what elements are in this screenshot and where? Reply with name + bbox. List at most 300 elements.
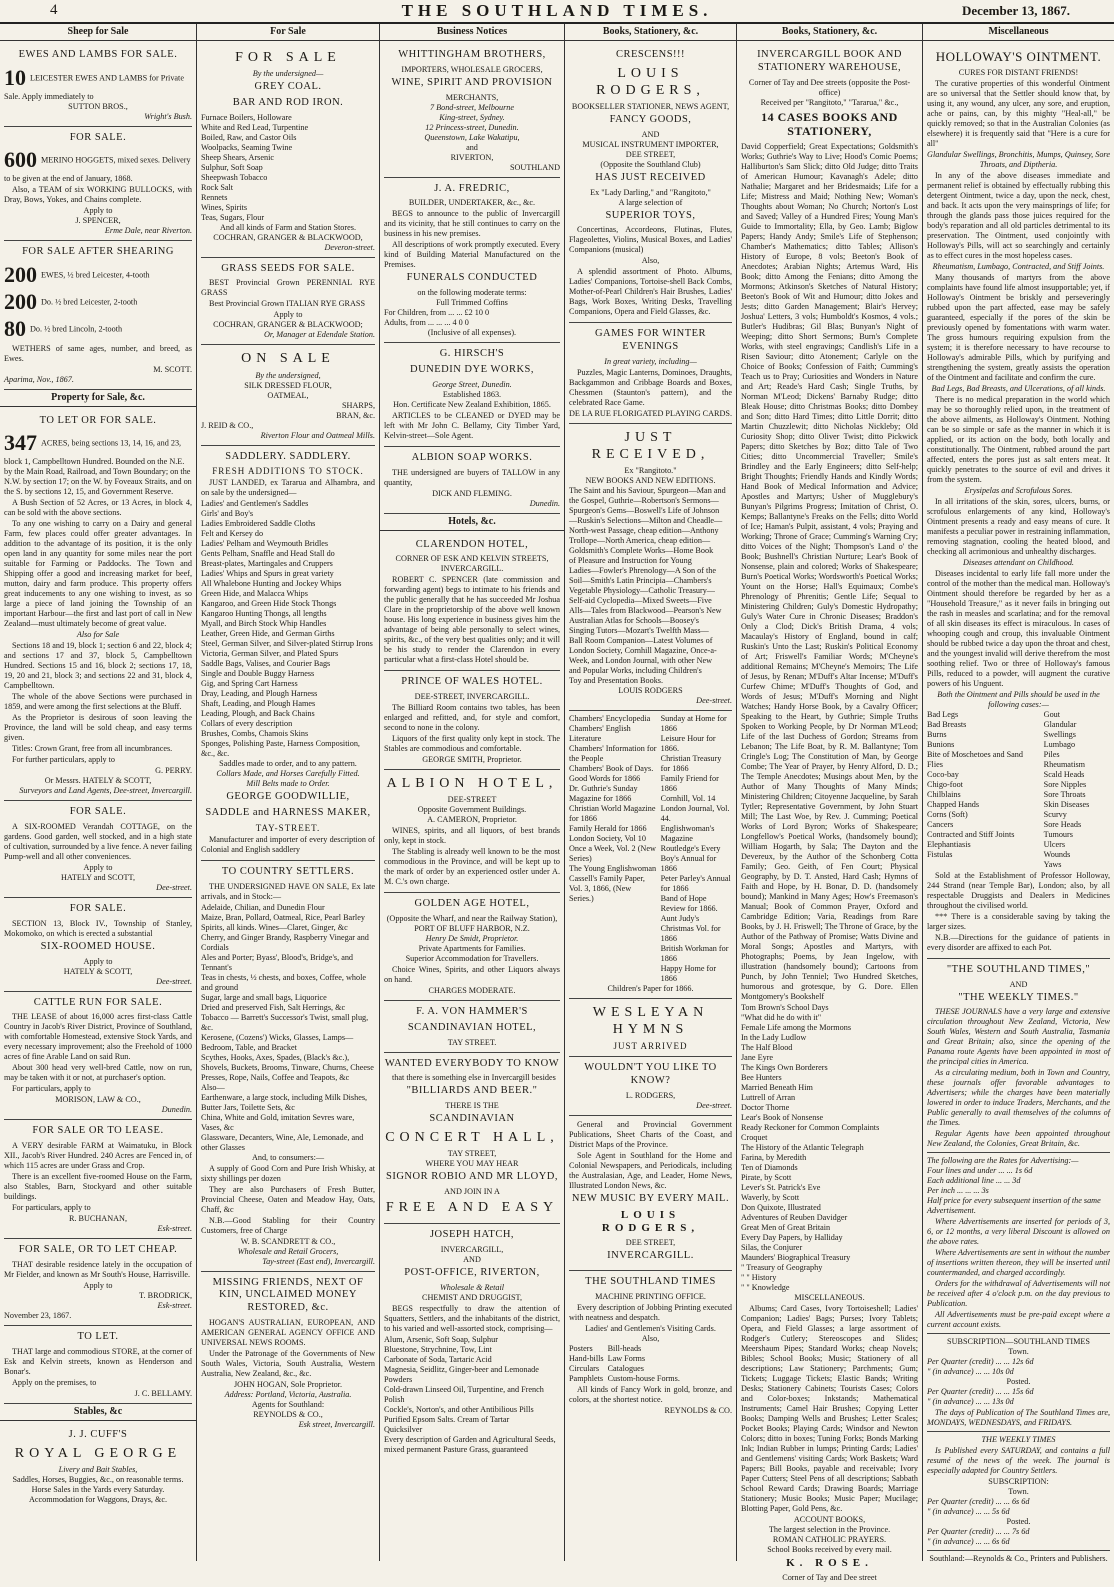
ad-subtitle: Corner of Tay and Dee streets (opposite the Post-office) [748,77,911,97]
ad-number: 80 [4,315,26,341]
ad-title: ALBION SOAP WORKS. [411,451,533,463]
list-item: Cancers [927,819,954,829]
ad-place: Esk street, Invercargill. [298,1420,375,1430]
ad-line: Horse Sales in the Yards every Saturday. [31,1484,165,1494]
ad-title: MISSING FRIENDS, NEXT OF KIN, UNCLAIMED MONEY RESTORED, &c. [212,1276,364,1314]
ad-body: Under the Patronage of the Governments of New South Wales, Victoria, South Australia, Western Australia, New Zealand, &c., &c. [201,1349,375,1379]
list-item: British Workman for 1866 [660,944,729,964]
ad-title: G. HIRSCH'S [439,348,505,360]
list-item: Glassware, Decanters, Wine, Ale, Lemonade, and other Glasses [201,1132,364,1152]
ad-albion-soap [384,447,560,514]
ad-sale-or-let-cheap [4,1239,192,1326]
list-item: London Society, Cornhill Magazine, Once-a- [569,646,717,656]
ad-line: 7 Bond-street, Melbourne [429,102,515,112]
ad-title: GAMES FOR WINTER EVENINGS [594,328,707,353]
ad-line: And all kinds of Farm and Station Stores. [220,222,356,232]
ad-line: Hon. Certificate New Zealand Exhibition, 1865. [393,399,551,409]
ad-body: Albums; Card Cases, Ivory Tortoiseshell; Ladies' Companion; Ladies' Bags; Purses; Ivory Tablets; Opera, and Field Glasses; a large assortment of Rodger's Cutlery; Stereoscopes and Slides; Meershaum Pipes; Standard Works; cheap Novels; Bibles; School Books; Music; Stationery of all descriptions; Law Stationery; Parchments; Gum; Tickets; Luggage Tickets; Elastic Bands; Writing Desks; Stationery Cabinets; Tourists Cases; Colors and Color-boxes; Inkstands; Mathematical Instruments; Camel Hair Brushes; Copying Letter Books; Damping Wells and Brushes; Letter Scales; Pocket Books; Playing Cards; Windsor and Newton Colors; ditto in boxes; Tuning Forks; Bonds Marking Ink; Indian Rubber in lumps; Printing Cards; Ladies' and Gentlemens' visiting Cards; Work Baskets; Ward Papers; Bill Books, payable and receivable; Ivory Paper Cutters; Steel Pens of all descriptions; Sabbath School Reward Cards; Drawing Boards; Marriage Stationery; Music Books; Music Paper; Mucilage; Blotting Paper, Gold Pens, &c. [741,1303,918,1513]
ad-body: There is an excellent five-roomed House on the Farm, also Stables, Barn, Stockyard and other suitable buildings. [4,1172,192,1202]
ad-line: King-street, Sydney. [439,112,505,122]
ad-body: A SIX-ROOMED Verandah COTTAGE, on the gardens. Good garden, well stocked, and in a high state of cultivation, surrounded by a live fence. A never failing Pump-well and all other conveniences. [4,821,192,861]
price-row: Adults, from ... ... ... 4 0 0 [384,318,469,328]
list-item: Also— [201,1082,225,1092]
list-item: The Half Blood [741,1042,793,1052]
ad-line: IMPORTERS, WHOLESALE GROCERS, [401,64,543,74]
list-item: Goldsmith's Complete Works—Home Book [569,546,714,556]
ad-line: AND [463,1254,481,1264]
ad-line: SIGNOR ROBIO AND MR LLOYD, [386,1171,558,1183]
list-item: Routledge's Every Boy's Annual for 1866 [660,844,721,874]
ad-place: Wright's Bush. [144,111,192,121]
ad-signature: HATELY and SCOTT, [61,872,135,882]
list-item: Great Men of Great Britain [741,1222,831,1232]
section-heading: Stables, &c [0,1404,196,1421]
ad-signature: J. REID & CO., [201,420,254,430]
list-item: Spurgeon's Gems—Boswell's Life of Johnson [569,506,720,516]
ad-line: (Inclusive of all expenses). [427,328,517,338]
ad-subheading: MISCELLANEOUS. [794,1292,865,1302]
ad-line: BOOKSELLER STATIONER, NEWS AGENT, [571,101,730,111]
ad-line: Posted. [1006,1377,1031,1387]
ad-line: AND JOIN IN A [444,1186,500,1196]
ad-body: Sole Agent in Southland for the Home and Colonial Newspapers, and Periodicals, including the Australasian, Age, and Leader, Home News, Illustrated London News, &c. [569,1150,732,1190]
ad-place: Dunedin. [161,1105,192,1115]
ad-title: WESLEYAN HYMNS [592,1005,709,1038]
ad-royal-george [4,1424,192,1509]
price-row: Per Quarter (credit) ... ... 15s 6d [927,1387,1034,1397]
list-item: Furnace Boilers, Holloware [201,112,292,122]
ad-line: OATMEAL, [267,390,309,400]
list-item: Cherry, and Ginger Brandy, Raspberry Vinegar and Cordials [201,932,369,952]
list-item: London Journal, Vol. 44. [660,804,730,824]
ad-six-roomed-cottage [4,801,192,898]
ad-subtitle: MACHINE PRINTING OFFICE. [595,1292,706,1302]
ad-line: HAS JUST RECEIVED [595,171,706,183]
ad-number: 200 [4,262,37,288]
list-item: Australian Atlas for Schools—Boosey's [569,616,699,626]
ad-body: For particulars, apply to [12,1203,91,1213]
list-item: Yaws [1043,859,1062,869]
list-item: Maunders' Biographical Treasury [741,1252,851,1262]
ad-line: WHERE YOU MAY HEAR [425,1159,519,1169]
list-item: Female Life among the Mormons [741,1022,852,1032]
ad-body: ACRES, being sections 13, 14, 16, and 23, block 1, Campbelltown Hundred. Bounded on the N.E. by the Main Road, Railroad, and Town Boundary; on the N.W. by section 17; on the W. by Foveaux Straits, and on the S. by sections 12, 15, and Government Reserve. [4,438,192,497]
ad-emphasis: "BILLIARDS AND BEER." [406,1085,538,1097]
list-item: Bad Breasts [927,719,967,729]
ad-title: J. A. FREDRIC, [434,182,510,194]
price-row: Four lines and under ... ... 1s 6d [927,1166,1033,1176]
ad-body: Apply on the premises, to [12,1377,97,1387]
column-books-stationery-2 [737,24,923,1583]
ad-joseph-hatch [384,1224,560,1459]
list-item: Collars of every description [201,719,293,729]
ad-apply: Apply to [83,862,113,872]
ad-line: Also, [641,256,660,266]
item-list [741,1003,918,1293]
ad-line: SHARPS, [342,400,375,410]
list-item: Ball Room Companion—Latest Volumes of [569,636,713,646]
list-item: Scythes, Hooks, Axes, Spades, (Black's &c.), Shovels, Buckets, Brooms, Tinware, Churns, Cheese Presses, Rope, Nails, Coffee and Teapots, &c [201,1052,374,1082]
list-item: Dray, Leading, and Plough Harness [201,689,318,699]
ad-line: AND [641,129,660,139]
ad-on-sale-flour [201,345,375,445]
price-row: Per Quarter (credit) ... ... 12s 6d [927,1357,1034,1367]
item-list [384,1335,560,1455]
issue-date: December 13, 1867. [961,3,1070,18]
list-item: Hand-bills [569,1354,604,1364]
ad-place: Erme Dale, near Riverton. [104,226,192,236]
ad-place: Corner of Tay and Dee street [782,1573,877,1583]
ad-signature: SUTTON BROS., [68,101,128,111]
list-item: Burns [927,729,947,739]
ad-title: ON SALE [241,351,335,367]
ad-prince-of-wales [384,671,560,770]
ad-line: RIVERTON, [450,152,494,162]
list-item: Girls' and Boy's [201,509,254,519]
list-item: Carbonate of Soda, Tartaric Acid [384,1354,492,1364]
list-item: Christian World Magazine for 1866 [569,804,656,824]
ad-line: Superior Accommodation for Travellers. [405,954,539,964]
ad-subtitle: DEE-STREET [447,795,497,805]
ad-title: J. J. CUFF'S [68,1428,128,1440]
ad-subtitle: Ex "Rangitoto." [624,466,677,476]
list-item: Law Forms [607,1354,646,1364]
list-item: " " History [741,1272,777,1282]
ad-line: CONCERT HALL, [385,1130,559,1146]
ad-line: NEW MUSIC BY EVERY MAIL. [571,1192,730,1204]
ad-line: FANCY GOODS, [609,113,692,125]
price-row: " (in advance) ... ... 10s 0d [927,1367,1014,1377]
list-item: Custom-house Forms. [607,1374,680,1384]
ad-place: Or, Manager at Edendale Station. [264,330,375,340]
list-item: Silas, the Conjurer [741,1242,803,1252]
ad-body: Every description of Jobbing Printing executed with neatness and despatch. [569,1303,732,1323]
ad-line: Also, [641,1334,660,1344]
ad-body: BEGS to announce to the public of Invercargill and its vicinity, that he still continues to carry on the business in his new premises. [384,209,560,239]
ad-missing-friends [201,1272,375,1434]
ad-title: THE SOUTHLAND TIMES [585,1276,716,1288]
ad-government-publications [569,1116,732,1271]
ad-saddlery [201,446,375,861]
ad-title: CLARENDON HOTEL, [415,538,529,550]
ad-body: A VERY desirable FARM at Waimatuku, in Block XII., Jacob's River Hundred. 240 Acres are Fenced in, of which 115 acres are under Grass and Crop. [4,1141,192,1171]
list-item: Spirits, all kinds. Wines—Claret, Ginger, &c [201,922,348,932]
ad-emphasis: 14 CASES BOOKS AND STATIONERY, [761,109,898,139]
ad-body: About 300 head very well-bred Cattle, now on run, may be taken with it or not, at purchaser's option. [4,1063,192,1083]
ad-subheading: Both the Ointment and Pills should be used in the following cases:— [937,689,1100,709]
list-item: Saddle Bags, Valises, and Courier Bags [201,659,331,669]
list-item: Week, and London Journal, with other New [569,656,713,666]
list-item: Woolpacks, Seaming Twine [201,142,293,152]
list-item: Sore Nipples [1043,779,1087,789]
ad-signature: LOUIS RODGERS [618,686,683,696]
ad-body: Puzzles, Magic Lanterns, Dominoes, Draughts, Backgammon and Cribbage Boards and Boxes, Chessmen (Staunton's pattern), and the celebrated Race Game. [569,367,732,407]
list-item: Ladies Embroidered Saddle Cloths [201,519,316,529]
ad-date: Aparima, Nov., 1867. [4,374,74,384]
item-list [201,499,375,759]
ad-subheading: The following are the Rates for Advertising:— [927,1156,1079,1166]
ad-title: FOR SALE. [69,131,127,143]
ad-line: Address: Portland, Victoria, Australia. [224,1390,352,1400]
list-item: Cockle's, Norton's, and other Antibilious Pills [384,1404,534,1414]
ad-signature: REYNOLDS & CO., [253,1410,323,1420]
ad-line: Livery and Bait Stables, [58,1464,138,1474]
ad-body: There is no medical preparation in the world which may be so thoroughly relied upon, in the treatment of the above ailments, as Holloway's Ointment. Nothing can be so simple or safe as the manner in which it is applied, or its action on the body, both locally and constitutionally. The Ointment, rubbed around the part affected, enters the pores just as salt enters meat. It quickly penetrates to the source of evil and drives it from the system. [927,394,1110,484]
list-item: Bite of Moschetoes and Sand Flies [927,749,1023,769]
ad-line: Saddles made to order, and to any pattern. [219,759,357,769]
ad-body: Is Published every SATURDAY, and contains a full resumé of the news of the week. The journal is especially adapted for Country Settlers. [927,1446,1110,1476]
list-item: Ladies' and Gentlemen's Saddles [201,499,309,509]
list-item: Rheumatism [1043,759,1086,769]
list-item: Cassell's Family Paper, Vol. 3, 1866, (New Series.) [569,874,645,904]
list-item: London Society, Vol 10 [569,834,646,844]
ad-line: Wholesale & Retail [439,1282,505,1292]
list-item: of Pleasure and Instruction for Young [569,556,692,566]
ad-subtitle: In great variety, including— [604,356,697,366]
ad-title: FOR SALE AFTER SHEARING [22,246,174,258]
list-item: Ladies' Whips and Spurs in great variety [201,569,334,579]
ad-line: INVERCARGILL, [440,1244,504,1254]
list-item: Ulcers [1043,839,1066,849]
list-item: Gout [1043,709,1061,719]
ad-number: 10 [4,64,26,90]
ad-body: Where Advertisements are inserted for periods of 3, 6, or 12 months, a very liberal Discount is allowed on the above rates. [927,1217,1110,1247]
list-item: Kangaroo Hunting Thongs, all lengths [201,609,327,619]
ad-subtitle: By the undersigned, [255,370,321,380]
ad-body: Titles: Crown Grant, free from all incumbrances. [12,744,173,754]
ad-line: EWES, ½ bred Leicester, 4-tooth [41,270,150,280]
ad-line: DE LA RUE FLORIGATED PLAYING CARDS. [569,408,732,418]
ad-title: FOR SALE [235,50,341,65]
ad-signature: G. PERRY. [155,766,192,776]
newspaper-title: THE SOUTHLAND TIMES. [401,1,713,20]
list-item: Aunt Judy's Christmas Vol. for 1866 [660,914,721,944]
ad-body: THE undersigned are buyers of TALLOW in any quantity, [384,467,560,487]
list-item: Toy and Presentation Books. [569,676,664,686]
ad-title: HOLLOWAY'S OINTMENT. [935,49,1102,64]
ad-body: THESE JOURNALS have a very large and extensive circulation throughout New Zealand, Victoria, New South Wales, Western and South Australia, Tasmania and Great Britain; also, since the opening of the Panama route Agents have been appointed in most of the principal cities in America. [927,1007,1110,1067]
ad-whittingham [384,44,560,178]
ad-line: Henry De Smidt, Proprietor. [425,934,519,944]
list-item: Rennets [201,192,228,202]
list-item: Lear's Book of Nonsense [741,1112,824,1122]
ad-ewes-lambs [4,44,192,127]
ad-body: Many thousands of martyrs from the above complaints have found life almost insupportable; yet, if Holloway's Ointment be briskly and perseveringly rubbed upon the part affected, ease may be safely guaranteed, especially if the pores of the skin be previously opened by fomentations with warm water. The gross humours requiring expulsion from the system; it is therefore necessary to have recourse to Holloway's admirable Pills, which by purifying and strengthening the system, greatly assists the operation of the Ointment and facilitate and confirm the cure. [927,272,1110,382]
list-item: Victoria, German Silver, and Plated Spurs [201,649,339,659]
ad-subheading: Diseases attendant on Childhood. [963,557,1074,567]
ad-line: NEW BOOKS AND NEW EDITIONS. [585,476,716,486]
list-item: Felt and Kersey do [201,529,264,539]
ad-line: on the following moderate terms: [417,288,527,298]
list-item: Luttrell of Arran [741,1092,796,1102]
list-item: White and Red Lead, Turpentine [201,122,309,132]
list-item: Elephantiasis [927,839,971,849]
ad-title: JUST RECEIVED, [591,429,710,463]
ad-book-warehouse [741,44,918,1587]
ad-golden-age-hotel [384,893,560,1001]
ad-line: Do. ½ bred Lincoln, 2-tooth [30,324,123,333]
ad-place: Dee-street. [156,976,192,986]
ad-signature: L. RODGERS, [625,1090,676,1100]
ad-line: POST-OFFICE, RIVERTON, [404,1266,540,1278]
list-item: Ten of Diamonds [741,1162,798,1172]
ad-line: Children's Paper for 1866. [607,984,694,994]
ad-body: All Advertisements must be pre-paid except where a current account exists. [927,1310,1110,1330]
ad-signature: J. C. BELLAMY. [134,1388,192,1398]
section-heading: Property for Sale, &c. [0,390,196,407]
ad-title: WANTED EVERYBODY TO KNOW [384,1057,560,1069]
ad-subtitle: DEE-STREET, INVERCARGILL. [414,692,530,702]
list-item: Alls—Tales from Blackwood—Pearson's New [569,606,722,616]
list-item: Jane Eyre [741,1052,774,1062]
list-item: Kangaroo, and Green Hide Stock Thongs [201,599,337,609]
column-for-sale [197,24,380,1561]
list-item: Fistulas [927,849,953,859]
ad-line: Ex "Lady Darling," and "Rangitoto," [590,187,711,197]
list-item: Good Words for 1866 [569,774,641,784]
ad-place: Dee-street. [696,1100,732,1110]
list-item: Sponges, Polishing Paste, Harness Composition, &c., &c. [201,739,360,759]
column-heading: Books, Stationery, &c. [565,24,736,41]
ad-to-let-or-sale [4,410,192,802]
list-item: " Treasury of Geography [741,1262,823,1272]
column-miscellaneous [923,24,1114,1564]
ad-country-settlers [201,861,375,1272]
list-item: Dr. Guthrie's Sunday Magazine for 1866 [569,784,638,804]
ad-signature: J. SPENCER, [75,216,121,226]
ad-body: Best Provincial Grown ITALIAN RYE GRASS [209,299,366,309]
ad-title: CRESCENS!!! [615,49,686,60]
ad-emphasis: LOUIS RODGERS, [596,65,705,98]
ad-title: FOR SALE. [69,902,127,914]
ad-body: For particulars, apply to [12,1084,91,1094]
ad-subheading: Bad Legs, Bad Breasts, and Ulcerations, of all kinds. [931,383,1106,393]
list-item: Shaft, Leading, and Plough Hames [201,699,316,709]
list-item: Coco-bay [927,769,959,779]
list-item: Sunday at Home for 1866 [660,714,727,734]
ad-body: In all irritations of the skin, sores, ulcers, burns, or scrofulous enlargements of any kind, Holloway's Ointment presents a ready and easy means of cure. It manifests a peculiar power in restraining inflammation, removing stagnation, cooling the heated blood, and checking all acrimonious and unhealthy discharges. [927,496,1110,556]
ad-subtitle: JUST ARRIVED [613,1041,688,1052]
ad-body: N.B.—Directions for the guidance of patients in every disorder are affixed to each Pot. [927,932,1110,952]
price-row: " (in advance) ... ... 5s 6d [927,1507,1010,1517]
list-item: Waverly, by Scott [741,1192,800,1202]
list-item: Family Friend for 1866 [660,774,719,794]
price-row: " (in advance) ... ... 13s 0d [927,1397,1014,1407]
list-item: Catalogues [607,1364,644,1374]
price-row: For Children, from ... ... £2 10 0 [384,308,490,318]
ad-place: Dunedin. [529,498,560,508]
ad-signature: COCHRAN, GRANGER & BLACKWOOD, [213,232,363,242]
ad-body: LEICESTER EWES AND LAMBS for Private Sale. Apply immediately to [4,73,184,101]
ad-place: Riverton Flour and Oatmeal Mills. [260,430,375,440]
item-list [1044,710,1110,870]
ad-printing-office [569,1271,732,1420]
ad-line: WINE, SPIRIT AND PROVISION [391,76,553,88]
ad-line: THERE IS THE [445,1101,499,1111]
ad-body: HOGAN'S AUSTRALIAN, EUROPEAN, AND AMERICAN GENERAL AGENCY OFFICE AND UNIVERSAL NEWS ROOMS. [201,1318,375,1348]
ad-body: THE LEASE of about 16,000 acres first-class Cattle Country in Jacob's River District, Province of Southland, with comfortable Homestead, extensive Stock Yards, and every necessary improvement; also the Freehold of 1000 acres of fine Arable Land on said Run. [4,1012,192,1062]
ad-line: SUPERIOR TOYS, [605,209,696,221]
ad-body: SECTION 13, Block IV., Township of Stanley, Mokomoko, on which is erected a substantial [4,918,192,938]
ad-line: School Books received by every mail. [767,1544,892,1554]
ad-title: TO LET OR FOR SALE. [39,414,157,426]
ad-clarendon-hotel [384,534,560,672]
ad-body: The Stabling is already well known to be the most commodious in the Province, and will be kept up to the mark of order by an experienced ostler under A. M. C.'s own charge. [384,847,560,887]
ad-wouldnt-you-like [569,1057,732,1116]
item-list [608,1344,680,1384]
list-item: China, White and Gold, imitation Sevres ware, Vases, &c [201,1112,355,1132]
column-books-stationery [565,24,737,1561]
list-item: Farina, by Meredith [741,1152,807,1162]
ad-signature: R. BUCHANAN, [68,1214,127,1224]
list-item: Dried and preserved Fish, Salt Herrings, &c [201,1002,346,1012]
list-item: Tumours [1043,829,1073,839]
ad-line: Posted. [1006,1517,1031,1527]
price-row: " (in advance) ... ... 6s 6d [927,1537,1010,1547]
ad-place: Surveyors and Land Agents, Dee-street, Invercargill. [19,786,192,796]
ad-line: DEE STREET, [625,149,676,159]
ad-body: N.B.—Good Stabling for their Country Customers, free of Charge [201,1215,375,1235]
list-item: In the Lady Ludlow [741,1032,807,1042]
ad-body: A supply of Good Corn and Pure Irish Whisky, at sixty shillings per dozen [201,1163,375,1183]
ad-line: (Opposite the Southland Club) [600,159,701,169]
list-item: Sugar, large and small bags, Liquorice [201,992,327,1002]
list-item: Ladies' Pelham and Weymouth Bridles [201,539,329,549]
ad-title: GRASS SEEDS FOR SALE. [221,262,355,274]
ad-number: 347 [4,430,37,456]
masthead [0,0,1114,24]
list-item: Vegetable Physiology—Catholic Treasury— [569,586,715,596]
list-item: Pamphlets [569,1374,604,1384]
ad-body: The days of Publication of The Southland Times are, MONDAYS, WEDNESDAYS, and FRIDAYS. [927,1408,1110,1428]
list-item: Kerosene, (Cozens') Wicks, Glasses, Lamps—Bedroom, Table, and Bracket [201,1032,354,1052]
ad-section-13 [4,898,192,992]
ad-albion-hotel [384,770,560,893]
column-heading: For Sale [197,24,379,41]
ad-line: FREE AND EASY [385,1199,559,1215]
ad-louis-rodgers [569,44,732,323]
ad-grass-seeds [201,258,375,346]
ad-line: MUSICAL INSTRUMENT IMPORTER, [582,139,719,149]
ad-line: Established 1863. [442,389,502,399]
ad-place: Tay-street (East end), Invercargill. [262,1256,375,1266]
ad-signature: SADDLE and HARNESS MAKER, [205,807,371,819]
ad-line: SILK DRESSED FLOUR, [244,380,332,390]
ad-body: Also, a TEAM of six WORKING BULLOCKS, with Dray, Bows, Yokes, and Chains complete. [4,185,192,205]
ad-subheading: SUBSCRIPTION—SOUTHLAND TIMES [947,1337,1090,1347]
list-item: Single and Double Buggy Harness [201,669,315,679]
list-item: —Ruskin's Selections—Milton and Cheadle— [569,516,723,526]
list-item: Steel, German Silver, and Silver-plated Stirrup Irons [201,639,373,649]
ad-line: ROMAN CATHOLIC PRAYERS. [772,1534,887,1544]
ad-subtitle: Opposite Government Buildings. [417,805,527,815]
list-item: Doctor Thorne [741,1102,790,1112]
ad-signature: MORISON, LAW & CO., [55,1095,141,1105]
ad-merino-hoggets [4,127,192,242]
ad-body: Sections 18 and 19, block 1; section 6 and 22, block 4; and sections 17 and 37, block 5, Campbelltown Hundred. Sections 15 and 16, block 2; sections 17, 18, 19, 20 and 21, block 3; and sections 22 and 31, block 4, Campbelltown. [4,641,192,691]
list-item: Chigo-foot [927,779,963,789]
list-item: Chapped Hands [927,799,980,809]
price-row: Half price for every subsequent insertion of the same Advertisement. [927,1196,1101,1216]
list-item: Quicksilver [384,1424,423,1434]
section-heading: Hotels, &c. [380,514,564,531]
list-item: Leading, Plough, and Back Chains [201,709,315,719]
ad-place: Dee-street. [696,696,732,706]
list-item: Chambers' Book of Days. [569,764,654,774]
ad-line: MERCHANTS, [445,92,499,102]
ad-title: GOLDEN AGE HOTEL, [414,898,530,910]
ad-signature: A. CAMERON, Proprietor. [427,815,517,825]
